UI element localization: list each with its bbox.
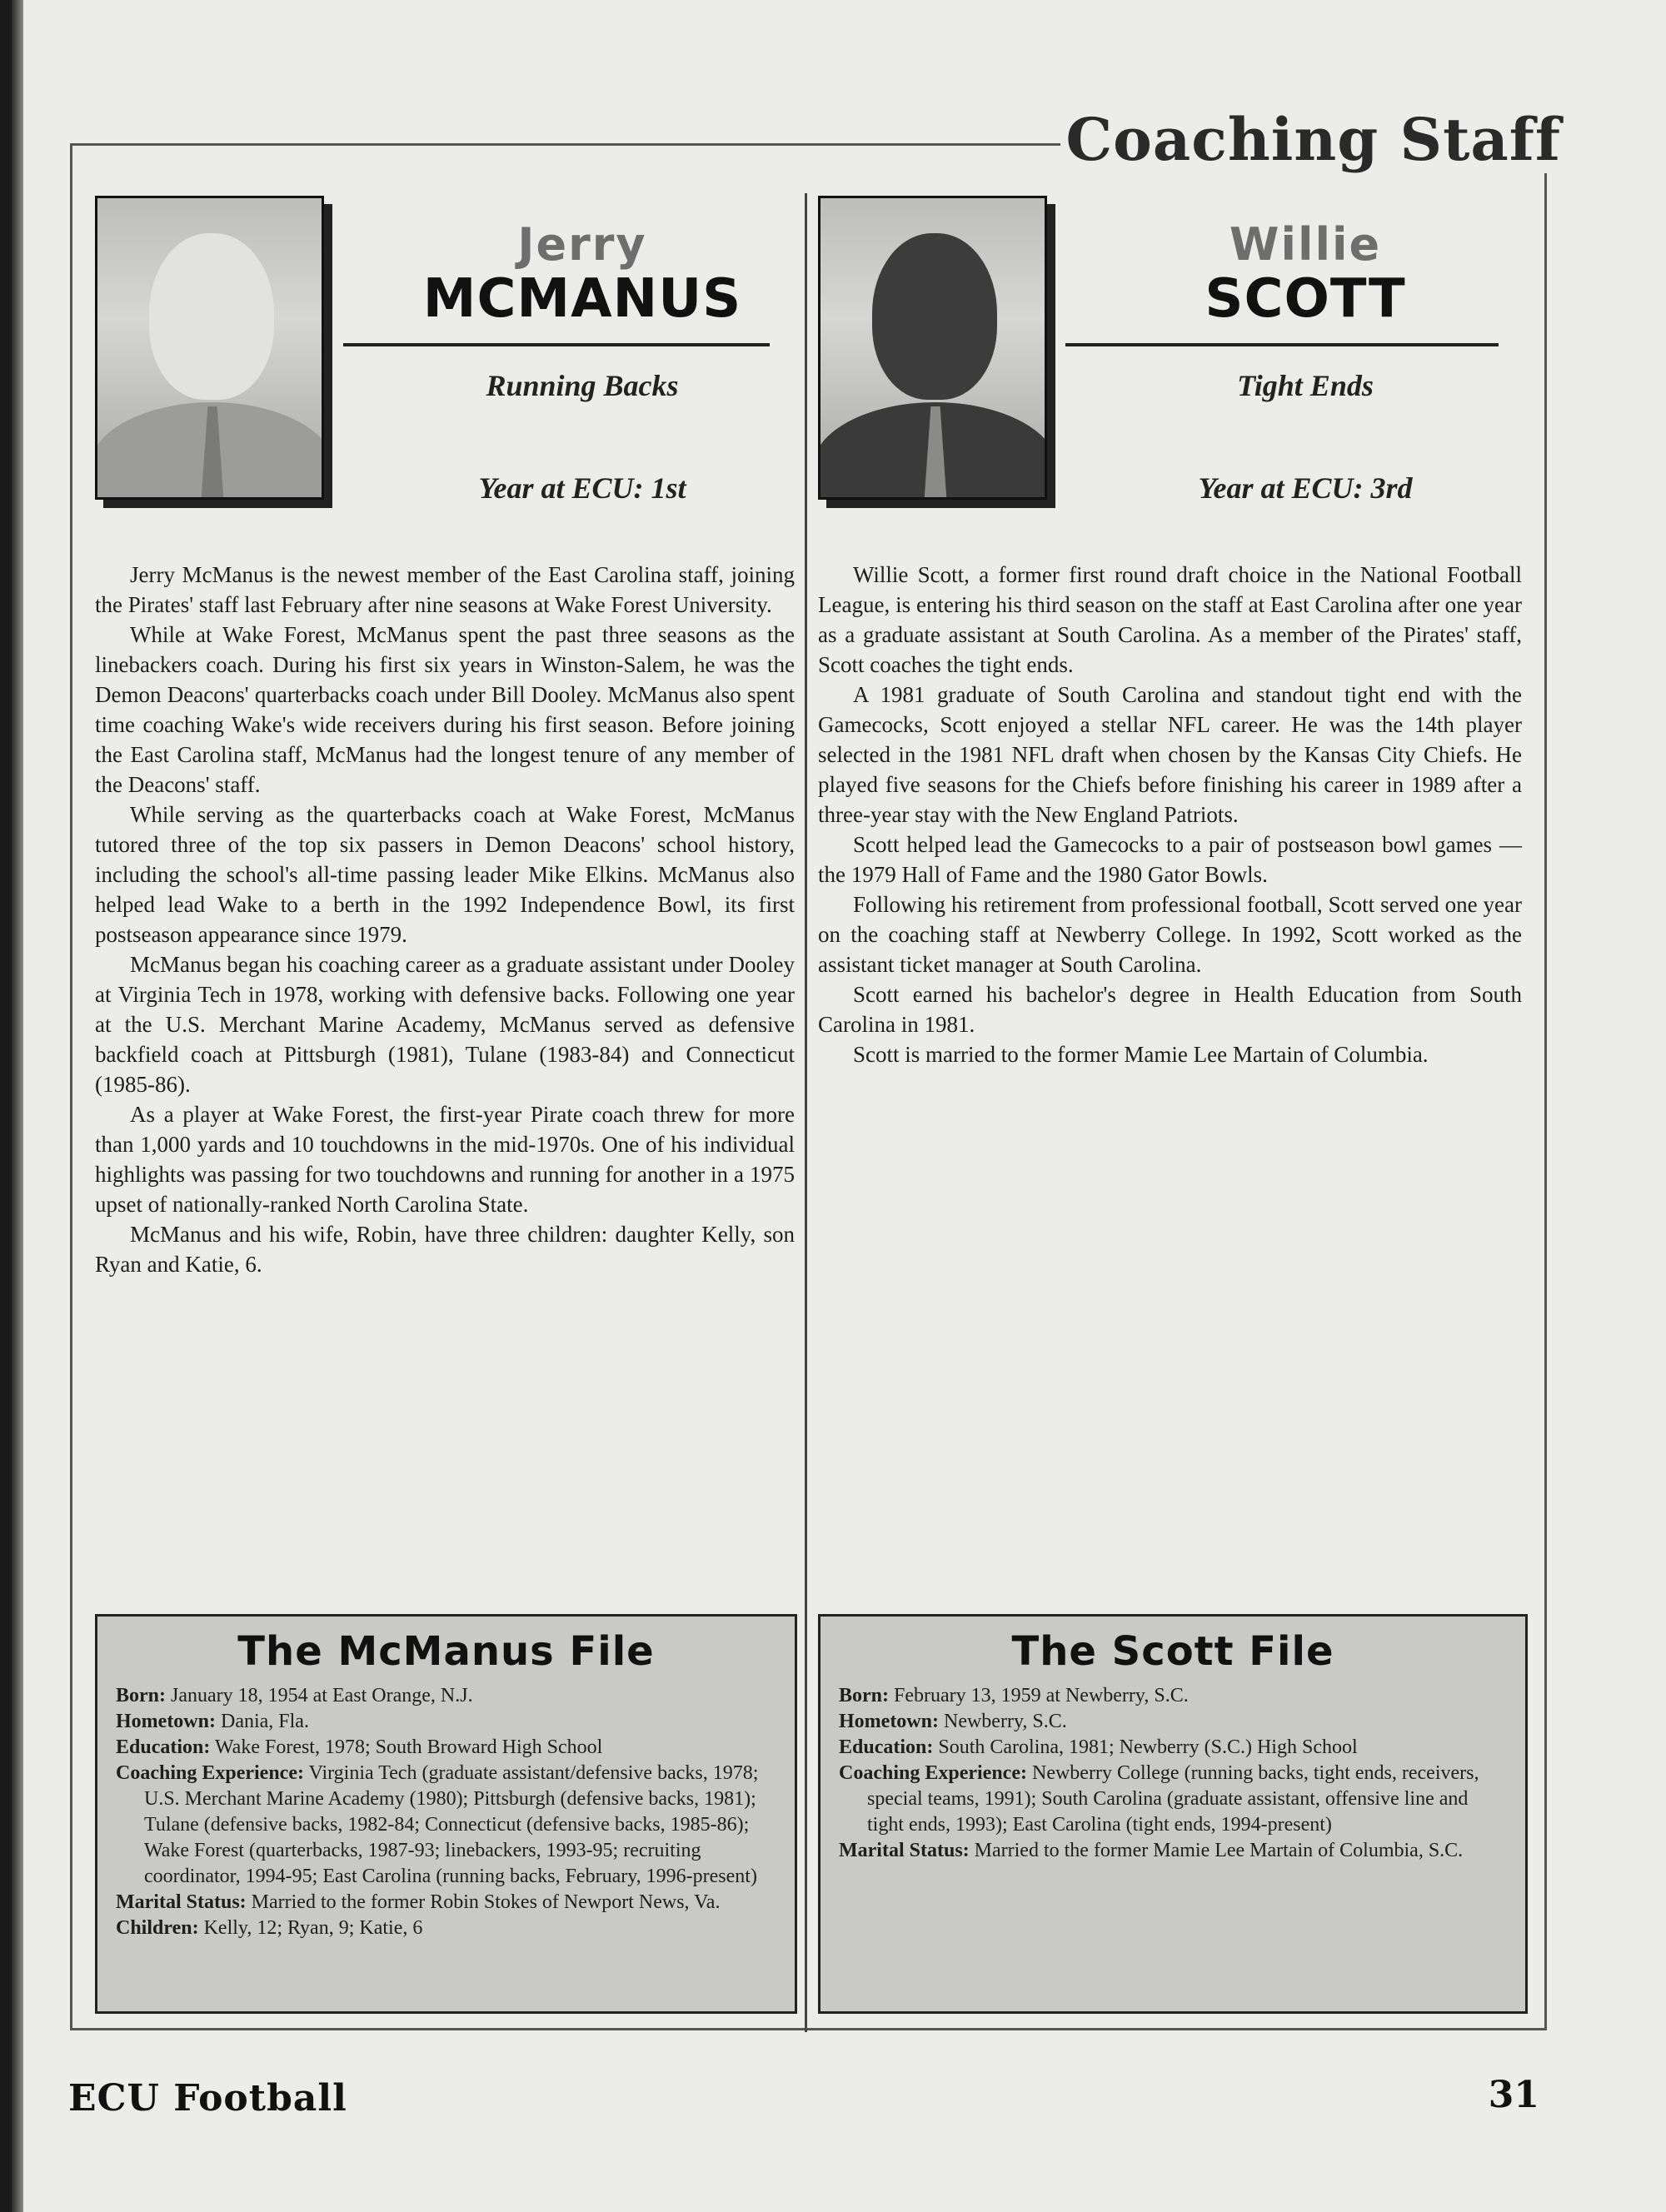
bio-paragraph: As a player at Wake Forest, the first-year Pirate coach threw for more than 1,000 yards and 10 touchdowns in the mid-1970s. One of his individual highlights was passing for two touchdowns and running for another in a 1975 upset of nationally-ranked North Carolina State. [95, 1102, 795, 1217]
bio-paragraph: A 1981 graduate of South Carolina and standout tight end with the Gamecocks, Scott enjoyed a stellar NFL career. He was the 14th player selected in the 1981 NFL draft when chosen by the Kansas City Chiefs. He played five seasons for the Chiefs before finishing his career in 1989 after a three-year stay with the New England Patriots. [818, 682, 1522, 827]
coach-first-name: Willie [1229, 218, 1382, 271]
coach-last-name: MCMANUS [422, 268, 742, 330]
file-title: The Scott File [1011, 1628, 1334, 1675]
section-title: Coaching Staff [1060, 107, 1566, 173]
file-title: The McManus File [237, 1628, 655, 1675]
coach-bio-scott [818, 560, 1522, 1069]
bio-paragraph: Scott is married to the former Mamie Lee Martain of Columbia. [853, 1042, 1429, 1067]
photo-head [149, 233, 274, 400]
bio-paragraph: McManus and his wife, Robin, have three children: daughter Kelly, son Ryan and Katie, 6. [95, 1222, 795, 1277]
file-entry: Born: February 13, 1959 at Newberry, S.C. [839, 1685, 1189, 1706]
coach-bio-mcmanus [95, 560, 795, 1279]
file-entry: Born: January 18, 1954 at East Orange, N.J. [116, 1685, 473, 1706]
file-entry: Hometown: Newberry, S.C. [839, 1711, 1067, 1732]
coach-photo-scott [818, 196, 1047, 500]
file-entry: Education: Wake Forest, 1978; South Broward High School [116, 1736, 603, 1758]
bio-paragraph: Following his retirement from professional football, Scott served one year on the coaching staff at Newberry College. In 1992, Scott worked as the assistant ticket manager at South Carolina. [818, 892, 1522, 977]
coach-photo-mcmanus [95, 196, 324, 500]
column-divider [805, 193, 807, 2032]
photo-head [872, 233, 997, 400]
coach-first-name: Jerry [517, 218, 647, 271]
bio-paragraph: Jerry McManus is the newest member of the East Carolina staff, joining the Pirates' staff last February after nine seasons at Wake Forest University. [95, 562, 795, 617]
file-entry: Coaching Experience: Newberry College (running backs, tight ends, receivers, special teams, 1991); South Carolina (graduate assistant, offensive line and tight ends, 1993); East Carolina (tight ends, 1994-present) [839, 1762, 1479, 1836]
bio-paragraph: While serving as the quarterbacks coach at Wake Forest, McManus tutored three of the top six passers in Demon Deacons' school history, including the school's all-time passing leader Mike Elkins. McManus also helped lead Wake to a berth in the 1992 Independence Bowl, its first postseason appearance since 1979. [95, 802, 795, 947]
name-rule [343, 343, 770, 346]
coach-year: Year at ECU: 3rd [1198, 471, 1413, 505]
page-number: 31 [1488, 2074, 1539, 2116]
bio-paragraph: While at Wake Forest, McManus spent the past three seasons as the linebackers coach. During his first six years in Winston-Salem, he was the Demon Deacons' quarterbacks coach under Bill Dooley. McManus also spent time coaching Wake's wide receivers during his first season. Before joining the East Carolina staff, McManus had the longest tenure of any member of the Deacons' staff. [95, 622, 795, 797]
bio-paragraph: Scott helped lead the Gamecocks to a pair of postseason bowl games — the 1979 Hall of Fame and the 1980 Gator Bowls. [818, 832, 1522, 887]
coach-last-name: SCOTT [1205, 268, 1406, 330]
file-entry: Marital Status: Married to the former Mamie Lee Martain of Columbia, S.C. [839, 1840, 1464, 1861]
file-entry: Children: Kelly, 12; Ryan, 9; Katie, 6 [116, 1917, 423, 1939]
file-entry: Coaching Experience: Virginia Tech (graduate assistant/defensive backs, 1978; U.S. Merchant Marine Academy (1980); Pittsburgh (defensive backs, 1981); Tulane (defensive backs, 1982-84; Connecticut (defensive backs, 1985-86); Wake Forest (quarterbacks, 1987-93; linebackers, 1993-95; recruiting coordinator, 1994-95; East Carolina (running backs, February, 1996-present) [116, 1762, 759, 1887]
coach-year: Year at ECU: 1st [478, 471, 686, 505]
coach-file-mcmanus [95, 1614, 797, 2014]
name-rule [1065, 343, 1499, 346]
coach-file-scott [818, 1614, 1528, 2014]
page [12, 0, 1666, 2212]
file-entry: Hometown: Dania, Fla. [116, 1711, 309, 1732]
coach-position: Tight Ends [1237, 369, 1374, 402]
file-entry: Education: South Carolina, 1981; Newberry (S.C.) High School [839, 1736, 1358, 1758]
coach-position: Running Backs [486, 369, 679, 402]
bio-paragraph: McManus began his coaching career as a graduate assistant under Dooley at Virginia Tech in 1978, working with defensive backs. Following one year at the U.S. Merchant Marine Academy, McManus served as defensive backfield coach at Pittsburgh (1981), Tulane (1983-84) and Connecticut (1985-86). [95, 952, 795, 1097]
file-entry: Marital Status: Married to the former Robin Stokes of Newport News, Va. [116, 1891, 721, 1913]
publication-name: ECU Football [68, 2077, 347, 2120]
page-edge [12, 0, 23, 2212]
bio-paragraph: Willie Scott, a former first round draft choice in the National Football League, is entering his third season on the staff at East Carolina after one year as a graduate assistant at South Carolina. As a member of the Pirates' staff, Scott coaches the tight ends. [818, 562, 1522, 677]
bio-paragraph: Scott earned his bachelor's degree in Health Education from South Carolina in 1981. [818, 982, 1522, 1037]
